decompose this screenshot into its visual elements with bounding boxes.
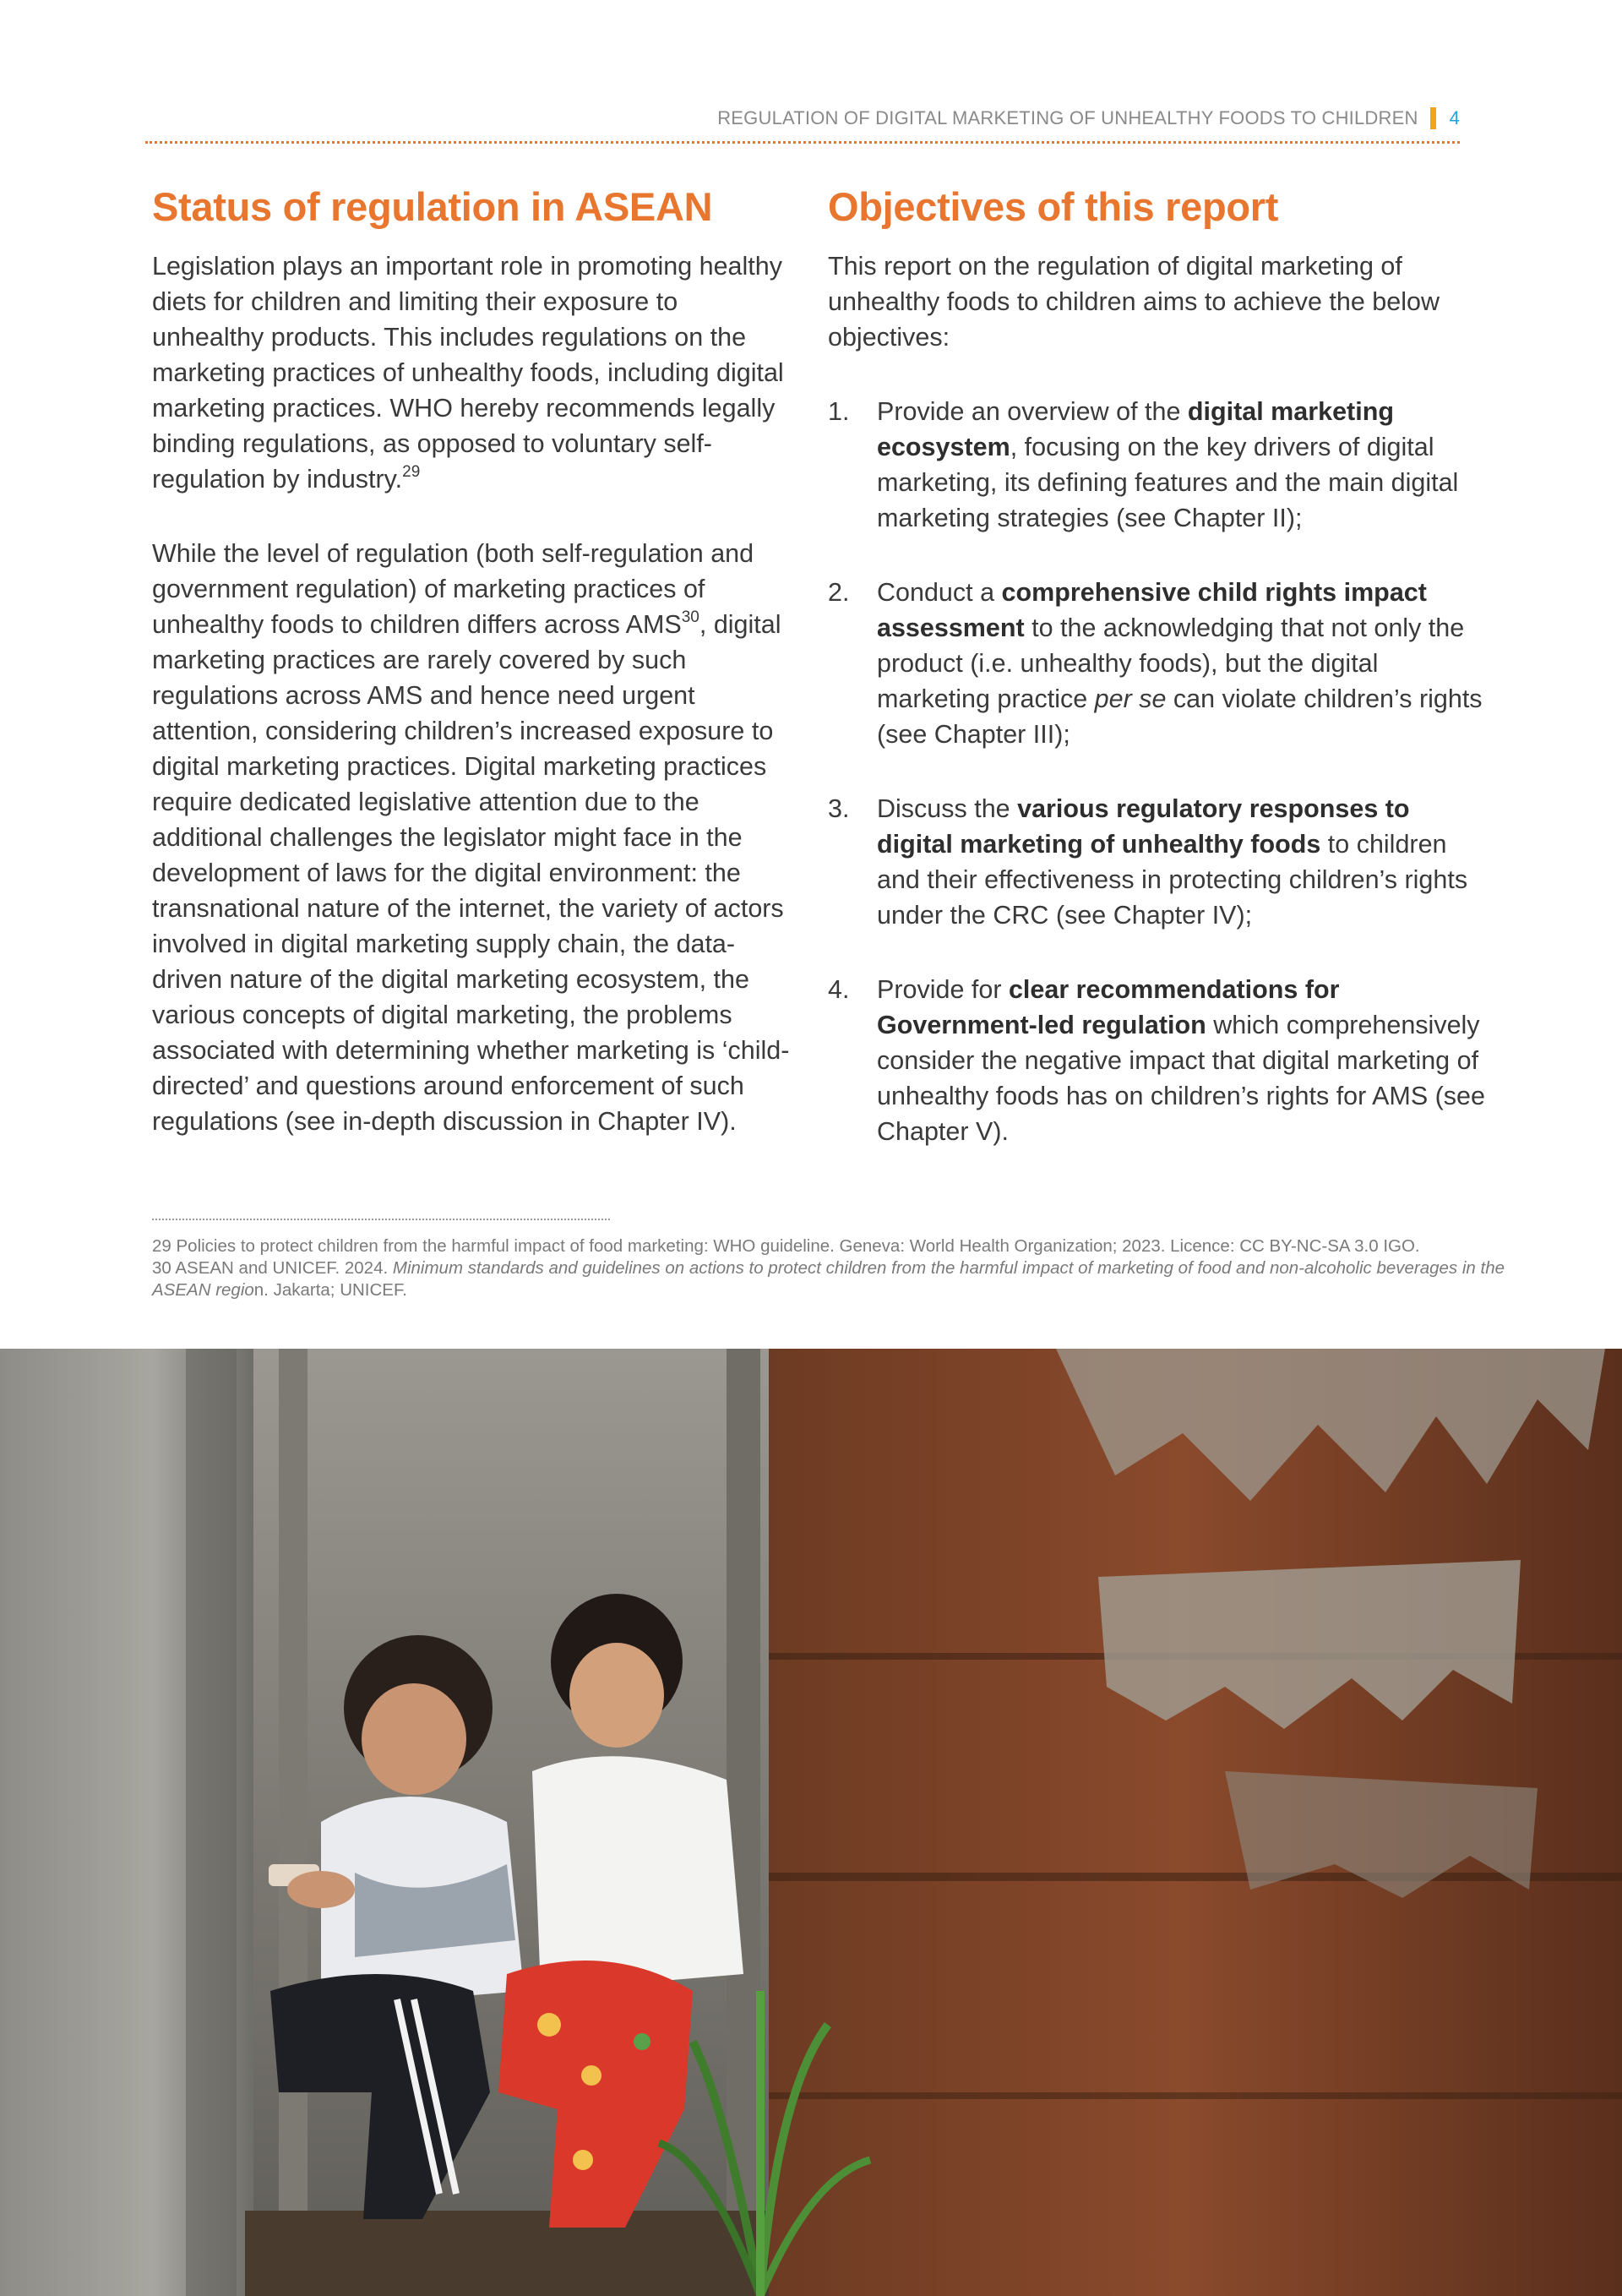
footnote-30-text-end: n. Jakarta; UNICEF. <box>253 1280 407 1300</box>
section-heading-objectives: Objectives of this report <box>828 184 1279 229</box>
running-header <box>152 103 1460 134</box>
photo-two-girls-with-phone <box>0 1349 1622 2296</box>
objectives-intro: This report on the regulation of digital marketing of unhealthy foods to children aims to achieve the below objectives: <box>828 252 1440 352</box>
objective-text: Provide an overview of the <box>877 397 1188 426</box>
footnote-29: 29 Policies to protect children from the harmful impact of food marketing: WHO guideline. Geneva: World Health Organization; 2023. Licence: CC BY-NC-SA 3.0 IGO. <box>152 1236 1420 1256</box>
footnotes <box>152 1235 1554 1301</box>
objective-bold: various regulatory responses to digital marketing of unhealthy foods <box>877 794 1410 859</box>
objective-number: 3. <box>828 794 850 823</box>
objective-bold: digital marketing ecosystem <box>877 397 1394 461</box>
objective-italic: per se <box>1094 684 1167 713</box>
objective-text: Conduct a <box>877 578 1002 607</box>
footnote-separator <box>152 1219 610 1220</box>
objective-item <box>828 972 1487 1149</box>
objective-bold: comprehensive child rights impact assessment <box>877 578 1427 642</box>
objective-text: to the acknowledging that not only the product (i.e. unhealthy foods), but the digital marketing practice <box>877 614 1465 713</box>
photo-illustration <box>0 1349 1622 2296</box>
paragraph-legislation-text: Legislation plays an important role in promoting healthy diets for children and limiting their exposure to unhealthy products. This includes regulations on the marketing practices of unhealthy foods, including digital marketing practices. WHO hereby recommends legally binding regulations, as opposed to voluntary self-regulation by industry. <box>152 252 784 494</box>
objective-bold: clear recommendations for Government-led regulation <box>877 975 1340 1039</box>
right-column <box>828 177 1487 1188</box>
footnote-30-text: 30 ASEAN and UNICEF. 2024. <box>152 1258 393 1278</box>
objective-text: can violate children’s rights (see Chapter III); <box>877 684 1483 749</box>
objective-text: which comprehensively consider the negative impact that digital marketing of unhealthy foods has on children’s rights for AMS (see Chapter V). <box>877 1011 1485 1146</box>
paragraph-regulation-text-a: While the level of regulation (both self-regulation and government regulation) of marketing practices of unhealthy foods to children differs across AMS <box>152 539 754 639</box>
objective-number: 1. <box>828 397 850 426</box>
objective-item <box>828 575 1487 752</box>
objective-text: to children and their effectiveness in protecting children’s rights under the CRC (see Chapter IV); <box>877 830 1468 930</box>
running-title: REGULATION OF DIGITAL MARKETING OF UNHEALTHY FOODS TO CHILDREN <box>717 107 1418 128</box>
paragraph-regulation-text-b: , digital marketing practices are rarely covered by such regulations across AMS and hence need urgent attention, considering children’s increased exposure to digital marketing practices. Digital marketing practices require dedicated legislative attention due to the additional challenges the legislator might face in the development of laws for the digital environment: the transnational nature of the internet, the variety of actors involved in digital marketing supply chain, the data-driven nature of the digital marketing ecosystem, the various concepts of digital marketing, the problems associated with determining whether marketing is ‘child-directed’ and questions around enforcement of such regulations (see in-depth discussion in Chapter IV). <box>152 610 790 1136</box>
footnote-ref-29[interactable]: 29 <box>402 463 421 481</box>
objective-item <box>828 394 1487 536</box>
objective-number: 2. <box>828 578 850 607</box>
paragraph-legislation <box>152 248 794 497</box>
objective-text: , focusing on the key drivers of digital marketing, its defining features and the main digital marketing strategies (see Chapter II); <box>877 433 1459 532</box>
footnote-ref-30[interactable]: 30 <box>681 608 699 626</box>
paragraph-regulation-level <box>152 536 794 1139</box>
objective-number: 4. <box>828 975 850 1004</box>
footnote-30-title: Minimum standards and guidelines on actions to protect children from the harmful impact of marketing of food and non-alcoholic beverages in the ASEAN regio <box>152 1258 1505 1300</box>
footnote-30 <box>152 1257 1554 1301</box>
objectives-list <box>828 394 1487 1149</box>
objective-text: Discuss the <box>877 794 1018 823</box>
header-dotted-rule <box>145 141 1460 144</box>
left-column <box>152 177 794 1139</box>
header-divider-bar <box>1430 107 1436 129</box>
objective-item <box>828 791 1487 933</box>
section-heading-status: Status of regulation in ASEAN <box>152 184 713 229</box>
page-number: 4 <box>1449 107 1460 128</box>
objective-text: Provide for <box>877 975 1009 1004</box>
